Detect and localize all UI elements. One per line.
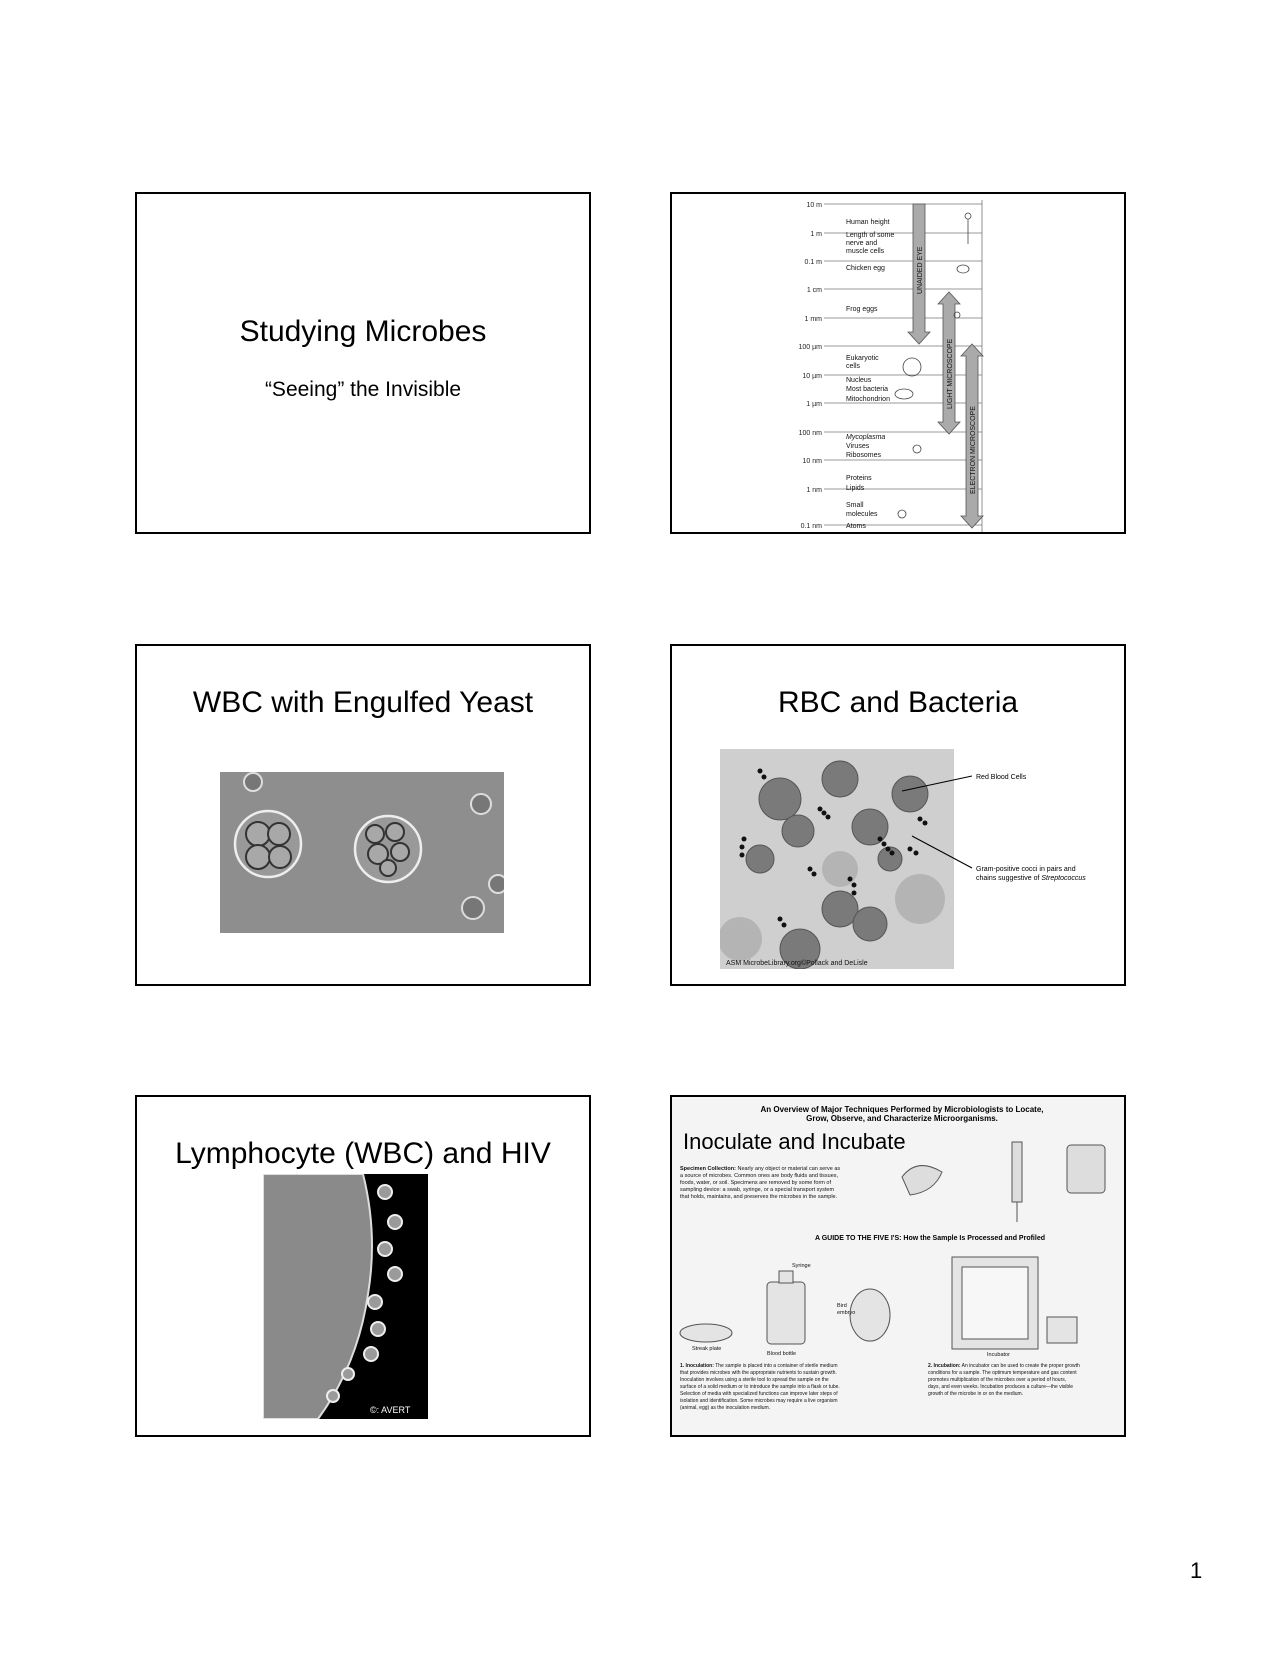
slide-title: Studying Microbes (239, 315, 487, 348)
slide-title: Inoculate and Incubate (683, 1129, 906, 1154)
tube-rack-icon (1047, 1317, 1077, 1343)
scale-label: 0.1 m (804, 259, 822, 266)
specimen-text: Specimen Collection: Nearly any object or material can serve as (680, 1166, 841, 1172)
object-label: Mycoplasma (846, 434, 886, 441)
object-label: nerve and (846, 240, 878, 247)
specimen-text: a source of microbes. Common ones are body fluids and tissues, (680, 1173, 839, 1179)
inoculate-incubate-figure (672, 1097, 1124, 1435)
figure-header: An Overview of Major Techniques Performed by Microbiologists to Locate, (760, 1105, 1044, 1114)
label-bird-embryo: Bird (837, 1303, 847, 1309)
scale-label: 10 nm (802, 458, 822, 465)
transport-container-icon (1067, 1145, 1105, 1193)
object-label: Frog eggs (846, 306, 878, 313)
page-number: 1 (1190, 1558, 1203, 1583)
inoculation-text: 1. Inoculation: The sample is placed into a container of sterile medium (680, 1363, 838, 1369)
object-label: Atoms (846, 523, 866, 530)
object-label: Most bacteria (846, 386, 889, 393)
range-label: ELECTRON MICROSCOPE (970, 406, 977, 494)
human-figure-icon (965, 213, 971, 219)
bacterium-icon (895, 389, 913, 399)
guide-heading: A GUIDE TO THE FIVE I'S: How the Sample Is Processed and Profiled (815, 1235, 1045, 1242)
object-label: Small (846, 502, 864, 509)
scale-label: 0.1 nm (800, 523, 822, 530)
incubation-text: days, and even weeks. Incubation produces a culture—the visible (928, 1384, 1074, 1390)
size-scale-figure (672, 194, 1124, 532)
object-label: muscle cells (846, 248, 885, 255)
object-label: Proteins (846, 475, 872, 482)
label-red-blood-cells: Red Blood Cells (976, 774, 1027, 781)
figure-header: Grow, Observe, and Characterize Microorganisms. (806, 1114, 998, 1123)
object-label: molecules (846, 511, 878, 518)
wbc-yeast-micrograph (220, 772, 504, 933)
slide-inoculate-incubate (670, 1095, 1126, 1437)
scale-label: 1 mm (804, 316, 822, 323)
inoculation-text: surface of a solid medium or to introduce the sample into a flask or tube. (680, 1384, 840, 1390)
object-label: Mitochondrion (846, 396, 890, 403)
specimen-text: that holds, maintains, and preserves the microbes in the sample. (680, 1194, 838, 1200)
slide-subtitle: “Seeing” the Invisible (264, 378, 462, 401)
slide-size-scale (670, 192, 1126, 534)
scale-label: 1 µm (806, 401, 822, 408)
object-label: Eukaryotic (846, 355, 879, 362)
molecule-icon (898, 510, 906, 518)
inoculation-text: that provides microbes with the appropriate nutrients to sustain growth. (680, 1370, 837, 1376)
object-label: Viruses (846, 443, 870, 450)
cell-icon (903, 358, 921, 376)
scale-label: 100 µm (798, 344, 822, 351)
label-blood-bottle: Blood bottle (767, 1351, 797, 1357)
inoculation-text: Inoculation involves using a sterile tool to spread the sample on the (680, 1377, 829, 1383)
scale-label: 10 m (806, 202, 822, 209)
specimen-text: foods, water, or soil. Specimens are removed by some form of (680, 1180, 832, 1186)
label-bird-embryo: embryo (837, 1310, 856, 1316)
micrograph-credit: ©: AVERT (370, 1405, 411, 1415)
range-label: LIGHT MICROSCOPE (947, 338, 954, 409)
scale-label: 1 cm (806, 287, 822, 294)
label-syringe: Syringe (792, 1263, 811, 1269)
scale-label: 1 nm (806, 487, 822, 494)
micrograph-credit: ASM MicrobeLibrary.org©Pollack and DeLisle (726, 960, 868, 967)
bird-embryo-egg-icon (850, 1289, 890, 1341)
incubation-text: growth of the microbe in or on the medium. (928, 1391, 1024, 1397)
rbc-annotation-layer (672, 646, 1124, 984)
inoculation-text: (animal, egg) as the inoculation medium. (680, 1405, 771, 1411)
incubation-text: conditions for a sample. The optimum temperature and gas content (928, 1370, 1077, 1376)
object-label: Ribosomes (846, 452, 882, 459)
slide-rbc-bacteria (670, 644, 1126, 986)
slide-studying-microbes (135, 192, 591, 534)
label-streak-plate: Streak plate (692, 1346, 722, 1352)
object-label: Lipids (846, 485, 865, 492)
object-label: Nucleus (846, 377, 872, 384)
object-label: Human height (846, 219, 890, 226)
inoculation-text: Selection of media with specialized functions can improve later steps of (680, 1391, 838, 1397)
virus-icon (913, 445, 921, 453)
label-cocci-line1: Gram-positive cocci in pairs and (976, 866, 1076, 873)
scale-label: 100 nm (798, 430, 822, 437)
streak-plate-icon (680, 1324, 732, 1342)
scale-label: 10 µm (802, 373, 822, 380)
lymphocyte-hiv-micrograph (263, 1174, 428, 1419)
specimen-text: sampling device: a swab, syringe, or a special transport system (680, 1187, 835, 1193)
object-label: Length of some (846, 232, 895, 239)
syringe-icon (1012, 1142, 1022, 1202)
incubation-text: 2. Incubation: An incubator can be used to create the proper growth (928, 1363, 1080, 1369)
object-label: cells (846, 363, 861, 370)
slide-title: Lymphocyte (WBC) and HIV (175, 1137, 551, 1170)
slide-title: WBC with Engulfed Yeast (192, 686, 534, 719)
scale-label: 1 m (810, 231, 822, 238)
incubation-text: promotes multiplication of the microbes over a period of hours, (928, 1377, 1067, 1383)
slide-title: RBC and Bacteria (777, 686, 1019, 719)
label-incubator: Incubator (987, 1352, 1010, 1358)
label-cocci-line2: chains suggestive of Streptococcus (976, 875, 1086, 882)
range-label: UNAIDED EYE (917, 246, 924, 294)
egg-icon (957, 265, 969, 273)
blood-bottle-icon (767, 1282, 805, 1344)
object-label: Chicken egg (846, 265, 885, 272)
inoculation-text: isolation and identification. Some microbes may require a live organism (680, 1398, 838, 1404)
slide-lymphocyte-hiv (135, 1095, 591, 1437)
slide-wbc-yeast (135, 644, 591, 986)
